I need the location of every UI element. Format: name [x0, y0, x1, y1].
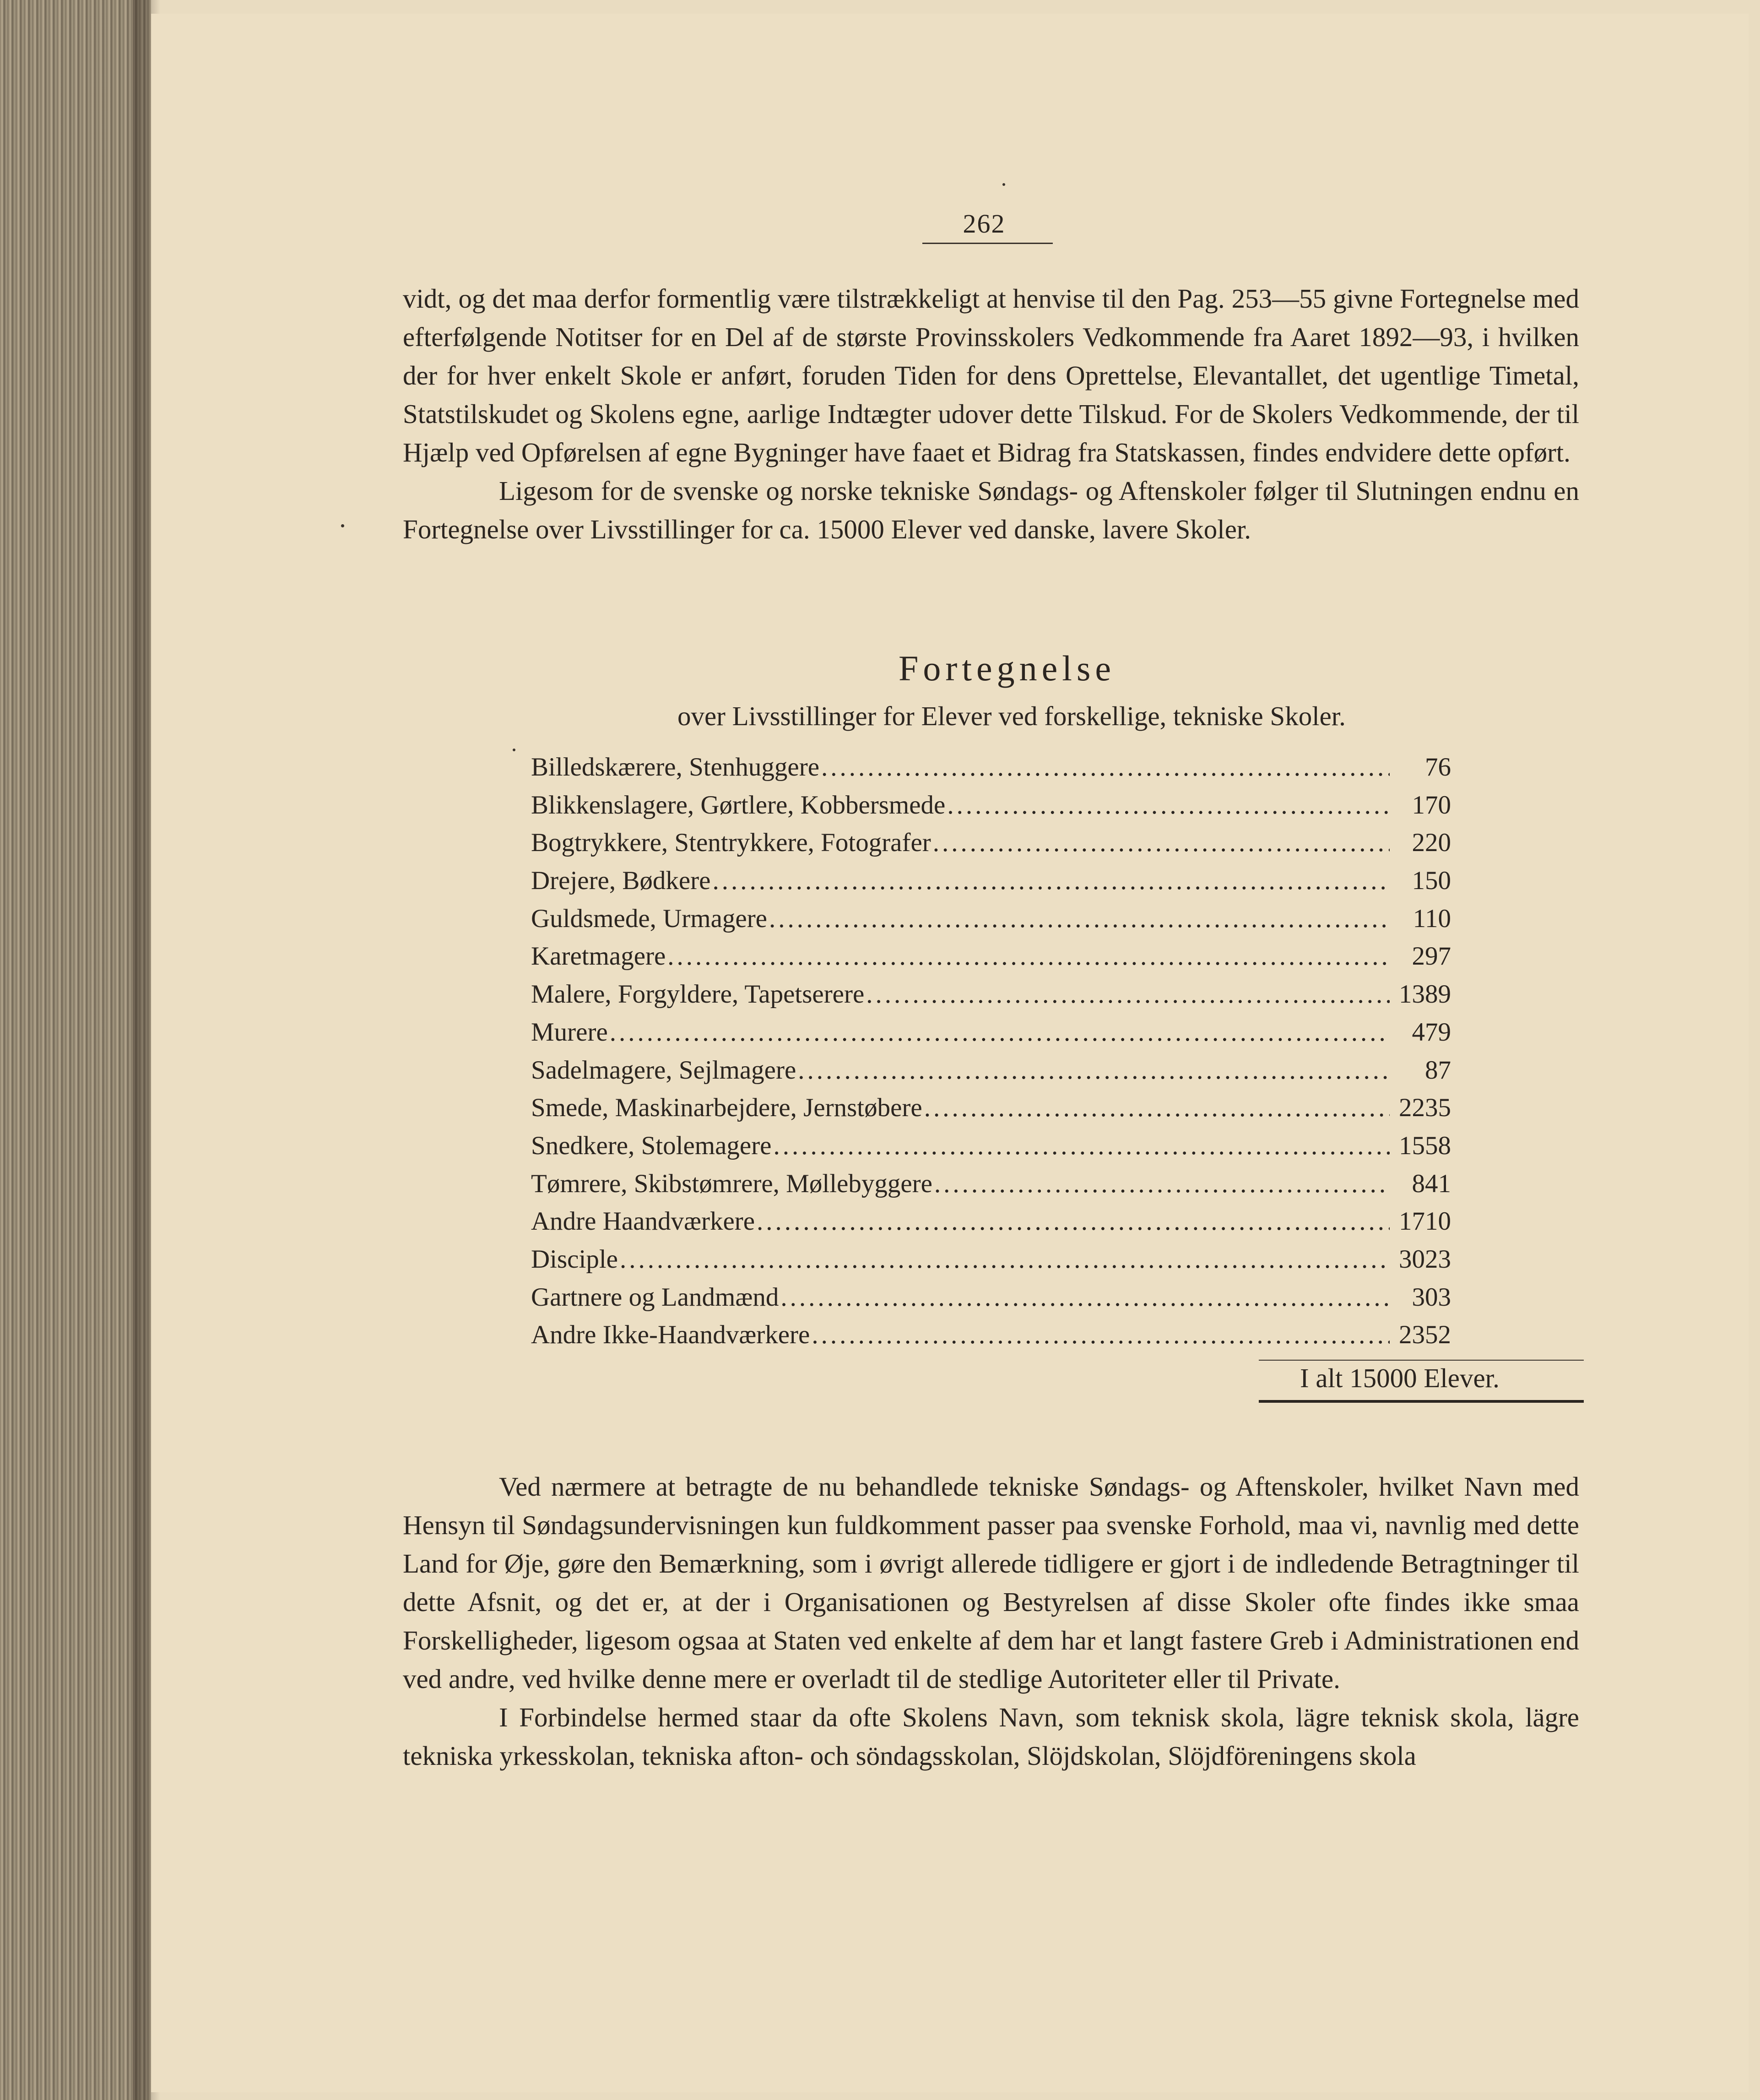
closing-paragraph-1: Ved nærmere at betragte de nu behandlede tekniske Søndags- og Aftenskoler, hvilket Navn med Hensyn til Søndagsundervisningen kun fuldkomment passer paa svenske Forhold, maa vi, navnlig med dette Land for Øje, gøre den Bemærkning, som i øvrigt allerede tidligere er gjort i de indledende Betragtninger til dette Afsnit, og det er, at der i Organisationen og Bestyrelsen af disse Skoler ofte findes ikke smaa Forskelligheder, ligesom ogsaa at Staten ved enkelte af dem har et langt fastere Greb i Administrationen end ved andre, ved hvilke denne mere er overladt til de stedlige Autoriteter eller til Private.	[403, 1471, 1579, 1694]
occupation-label: Drejere, Bødkere	[531, 866, 711, 895]
occupation-label: Disciple	[531, 1244, 618, 1274]
table-title: Fortegnelse	[899, 648, 1116, 688]
occupation-count: 110	[1413, 904, 1451, 933]
list-item	[531, 900, 1451, 938]
occupation-label: Andre Ikke-Haandværkere	[531, 1320, 810, 1350]
occupation-count: 297	[1412, 942, 1451, 971]
occupation-count: 76	[1425, 753, 1451, 781]
intro-text	[403, 279, 1579, 548]
dot-leader	[798, 1052, 1390, 1089]
occupation-count: 479	[1412, 1017, 1451, 1047]
dot-leader	[934, 1165, 1390, 1203]
dot-leader	[924, 1089, 1390, 1127]
dot-leader	[620, 1241, 1390, 1278]
occupation-count: 170	[1412, 790, 1451, 819]
closing-text	[403, 1467, 1579, 1775]
list-item	[531, 824, 1451, 862]
list-item	[531, 1203, 1451, 1241]
occupation-label: Billedskærere, Stenhuggere	[531, 753, 820, 781]
page-number: 262	[963, 209, 1006, 239]
occupation-count: 87	[1425, 1055, 1451, 1085]
occupation-count: 2235	[1399, 1093, 1451, 1123]
occupation-label: Andre Haandværkere	[531, 1207, 755, 1236]
dot-leader	[947, 787, 1390, 824]
occupation-count: 2352	[1399, 1320, 1451, 1350]
list-item	[531, 1165, 1451, 1203]
occupation-label: Blikkenslagere, Gørtlere, Kobbersmede	[531, 790, 946, 819]
occupation-label: Tømrere, Skibstømrere, Møllebyggere	[531, 1169, 932, 1198]
dot-leader	[712, 862, 1390, 900]
occupation-count: 1389	[1399, 980, 1451, 1009]
occupation-label: Malere, Forgyldere, Tapetserere	[531, 980, 865, 1009]
occupation-count: 1710	[1399, 1207, 1451, 1236]
dot-leader	[610, 1014, 1390, 1051]
list-item	[531, 1316, 1451, 1354]
closing-paragraph-2: I Forbindelse hermed staar da ofte Skolens Navn, som teknisk skola, lägre teknisk skola, lägre tekniska yrkesskolan, tekniska afton- och söndagsskolan, Slöjdskolan, Slöjdföreningens skola	[403, 1702, 1579, 1771]
list-item	[531, 1127, 1451, 1165]
occupation-count: 220	[1412, 828, 1451, 857]
occupation-label: Guldsmede, Urmagere	[531, 904, 767, 933]
list-item	[531, 976, 1451, 1014]
occupation-label: Snedkere, Stolemagere	[531, 1131, 772, 1160]
dot-leader	[769, 900, 1390, 938]
dot-leader	[821, 749, 1390, 786]
total-rule	[1259, 1360, 1584, 1361]
list-item	[531, 787, 1451, 825]
intro-paragraph-2: Ligesom for de svenske og norske tekniske Søndags- og Aftenskoler følger til Slutningen endnu en Fortegnelse over Livsstillinger for ca. 15000 Elever ved danske, lavere Skoler.	[403, 476, 1579, 544]
ink-speck	[341, 524, 344, 527]
occupation-count: 150	[1412, 866, 1451, 895]
list-item	[531, 1279, 1451, 1317]
occupation-count: 3023	[1399, 1244, 1451, 1274]
dot-leader	[757, 1203, 1390, 1240]
dot-leader	[773, 1127, 1390, 1165]
dot-leader	[933, 824, 1390, 862]
occupation-list	[531, 749, 1451, 1354]
total-double-rule	[1259, 1400, 1584, 1403]
ink-speck	[513, 749, 515, 751]
occupation-label: Karetmagere	[531, 942, 666, 971]
total-line: I alt 15000 Elever.	[1300, 1363, 1500, 1393]
list-item	[531, 938, 1451, 976]
occupation-label: Murere	[531, 1017, 608, 1047]
dot-leader	[780, 1279, 1390, 1316]
table-subtitle: over Livsstillinger for Elever ved forskellige, tekniske Skoler.	[677, 701, 1346, 731]
list-item	[531, 1052, 1451, 1090]
occupation-label: Sadelmagere, Sejlmagere	[531, 1055, 796, 1085]
ink-speck	[1002, 183, 1005, 186]
list-item	[531, 862, 1451, 900]
occupation-count: 841	[1412, 1169, 1451, 1198]
dot-leader	[667, 938, 1390, 975]
page-number-rule	[922, 243, 1053, 244]
occupation-label: Bogtrykkere, Stentrykkere, Fotografer	[531, 828, 931, 857]
dot-leader	[812, 1316, 1390, 1354]
list-item	[531, 1241, 1451, 1279]
occupation-count: 1558	[1399, 1131, 1451, 1160]
dot-leader	[866, 976, 1390, 1013]
occupation-count: 303	[1412, 1282, 1451, 1312]
occupation-label: Gartnere og Landmænd	[531, 1282, 779, 1312]
list-item	[531, 749, 1451, 787]
occupation-label: Smede, Maskinarbejdere, Jernstøbere	[531, 1093, 922, 1123]
book-page-edges	[0, 0, 151, 2100]
list-item	[531, 1089, 1451, 1127]
intro-paragraph-1: vidt, og det maa derfor formentlig være tilstrækkeligt at henvise til den Pag. 253—55 givne Fortegnelse med efterfølgende Notitser for en Del af de største Provinsskolers Vedkommende fra Aaret 1892—93, i hvilken der for hver enkelt Skole er anført, foruden Tiden for dens Oprettelse, Elevantallet, det ugentlige Timetal, Statstilskudet og Skolens egne, aarlige Indtægter udover dette Tilskud. For de Skolers Vedkommende, der til Hjælp ved Opførelsen af egne Bygninger have faaet et Bidrag fra Statskassen, findes endvidere dette opført.	[403, 283, 1579, 467]
list-item	[531, 1014, 1451, 1052]
